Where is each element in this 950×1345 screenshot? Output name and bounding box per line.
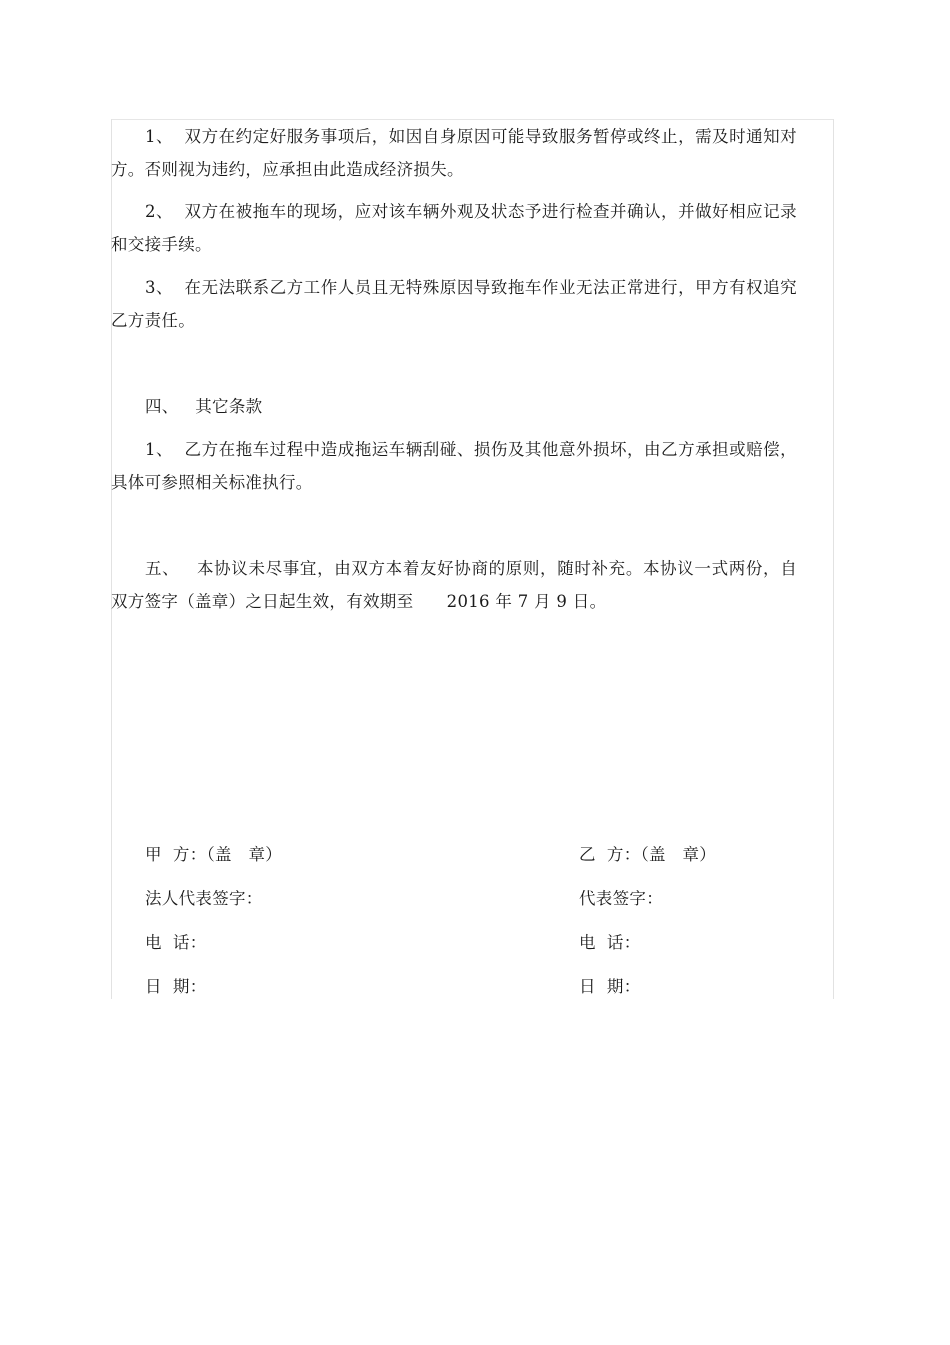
clause-3-2: 2、 双方在被拖车的现场，应对该车辆外观及状态予进行检查并确认，并做好相应记录和交接手续。 — [111, 202, 797, 254]
page-frame-right-border — [833, 119, 834, 999]
clause-4-1: 1、 乙方在拖车过程中造成拖运车辆刮碰、损伤及其他意外损坏，由乙方承担或赔偿，具体可参照相关标准执行。 — [111, 440, 797, 492]
party-a-phone-label: 电 话： — [145, 933, 207, 952]
party-b-representative-label: 代表签字： — [579, 889, 663, 908]
party-a-representative-label: 法人代表签字： — [145, 889, 263, 908]
party-b-date-label: 日 期： — [579, 977, 641, 996]
clause-3-1: 1、 双方在约定好服务事项后，如因自身原因可能导致服务暂停或终止，需及时通知对方。否则视为违约，应承担由此造成经济损失。 — [111, 127, 797, 179]
party-a-label: 甲 方：（盖 章） — [145, 845, 283, 864]
party-a-date-label: 日 期： — [145, 977, 207, 996]
party-b-label: 乙 方：（盖 章） — [579, 845, 717, 864]
section-4-heading: 四、 其它条款 — [145, 397, 263, 416]
clause-3-3: 3、 在无法联系乙方工作人员且无特殊原因导致拖车作业无法正常进行，甲方有权追究乙方责任。 — [111, 278, 797, 330]
party-b-phone-label: 电 话： — [579, 933, 641, 952]
section-5-text: 五、 本协议未尽事宜，由双方本着友好协商的原则，随时补充。本协议一式两份，自双方签字（盖章）之日起生效，有效期至 2016 年 7 月 9 日。 — [111, 559, 797, 611]
